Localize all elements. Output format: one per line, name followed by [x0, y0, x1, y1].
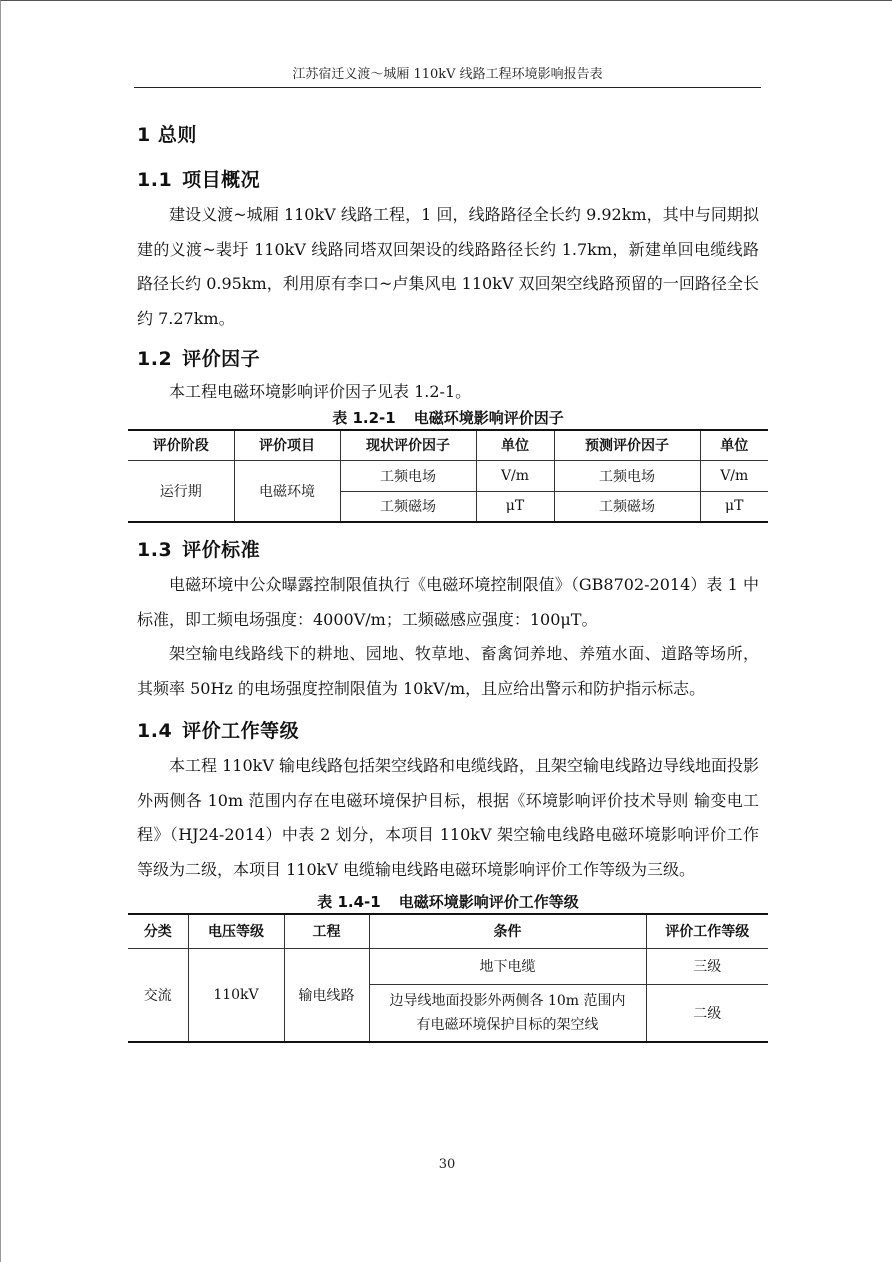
- current-factor-cell: 工频电场: [340, 460, 476, 491]
- page-number: 30: [438, 1157, 456, 1172]
- table-header-row: [128, 430, 768, 460]
- table-header-row: [128, 914, 768, 948]
- header-cell: 评价阶段: [128, 430, 234, 460]
- level-cell: 三级: [646, 948, 768, 984]
- unit-cell: μT: [476, 491, 554, 522]
- header-cell: 预测评价因子: [554, 430, 700, 460]
- section-number: 1.2: [137, 348, 173, 370]
- header-cell: 条件: [369, 914, 646, 948]
- unit-cell: μT: [700, 491, 768, 522]
- header-cell: 评价项目: [234, 430, 340, 460]
- project-overview-paragraph: 建设义渡~城厢 110kV 线路工程，1 回，线路路径全长约 9.92km，其中与同期拟建的义渡~裴圩 110kV 线路同塔双回架设的线路路径长约 1.7km，新建单回电缆线路路径长约 0.95km，利用原有李口~卢集风电 110kV 双回架空线路预留的一回路径全长约 7.27km。: [137, 205, 759, 328]
- section-1-1-heading: [137, 165, 759, 192]
- factor-intro-paragraph: 本工程电磁环境影响评价因子见表 1.2-1。: [169, 382, 472, 401]
- section-number: 1.3: [137, 539, 173, 561]
- table-row: [128, 948, 768, 984]
- category-cell: 交流: [128, 948, 188, 1042]
- caption-number: 表 1.4-1: [317, 893, 381, 911]
- table-1-4-1-caption: [137, 891, 759, 913]
- unit-cell: V/m: [476, 460, 554, 491]
- caption-title: 电磁环境影响评价因子: [413, 409, 564, 427]
- table-1-2-1-caption: [137, 407, 759, 429]
- standard-paragraph-2: 架空输电线路线下的耕地、园地、牧草地、畜禽饲养地、养殖水面、道路等场所，其频率 50Hz 的电场强度控制限值为 10kV/m，且应给出警示和防护指示标志。: [137, 644, 759, 698]
- project-cell: 输电线路: [284, 948, 369, 1042]
- section-1-4-heading: [137, 716, 759, 743]
- section-title: 项目概况: [182, 169, 261, 191]
- unit-cell: V/m: [700, 460, 768, 491]
- table-row: [128, 460, 768, 491]
- header-cell: 评价工作等级: [646, 914, 768, 948]
- header-cell: 单位: [476, 430, 554, 460]
- grade-paragraph: 本工程 110kV 输电线路包括架空线路和电缆线路，且架空输电线路边导线地面投影外两侧各 10m 范围内存在电磁环境保护目标，根据《环境影响评价技术导则 输变电工程》（HJ24-2014）中表 2 划分，本项目 110kV 架空输电线路电磁环境影响评价工作等级为二级，本项目 110kV 电缆输电线路电磁环境影响评价工作等级为三级。: [137, 756, 759, 879]
- condition-cell: 边导线地面投影外两侧各 10m 范围内有电磁环境保护目标的架空线: [369, 984, 646, 1042]
- predicted-factor-cell: 工频电场: [554, 460, 700, 491]
- section-title: 评价因子: [182, 348, 261, 370]
- header-cell: 单位: [700, 430, 768, 460]
- page-content: [137, 113, 759, 1043]
- table-1-4-1: [128, 913, 768, 1043]
- header-cell: 工程: [284, 914, 369, 948]
- caption-number: 表 1.2-1: [332, 409, 396, 427]
- standard-paragraph-1: 电磁环境中公众曝露控制限值执行《电磁环境控制限值》（GB8702-2014）表 1 中标准，即工频电场强度：4000V/m；工频磁感应强度：100μT。: [137, 575, 759, 629]
- section-1-3-heading: [137, 535, 759, 562]
- chapter-title: 1 总则: [137, 124, 197, 146]
- section-number: 1.4: [137, 720, 173, 742]
- current-factor-cell: 工频磁场: [340, 491, 476, 522]
- stage-cell: 运行期: [128, 460, 234, 522]
- level-cell: 二级: [646, 984, 768, 1042]
- item-cell: 电磁环境: [234, 460, 340, 522]
- section-title: 评价标准: [182, 539, 261, 561]
- section-title: 评价工作等级: [182, 720, 300, 742]
- header-cell: 分类: [128, 914, 188, 948]
- section-1-2-heading: [137, 344, 759, 371]
- section-number: 1.1: [137, 169, 173, 191]
- header-cell: 现状评价因子: [340, 430, 476, 460]
- predicted-factor-cell: 工频磁场: [554, 491, 700, 522]
- caption-title: 电磁环境影响评价工作等级: [398, 893, 579, 911]
- running-header: 江苏宿迁义渡～城厢 110kV 线路工程环境影响报告表: [134, 63, 761, 88]
- condition-cell: 地下电缆: [369, 948, 646, 984]
- table-1-2-1: [128, 429, 768, 523]
- header-cell: 电压等级: [188, 914, 284, 948]
- voltage-cell: 110kV: [188, 948, 284, 1042]
